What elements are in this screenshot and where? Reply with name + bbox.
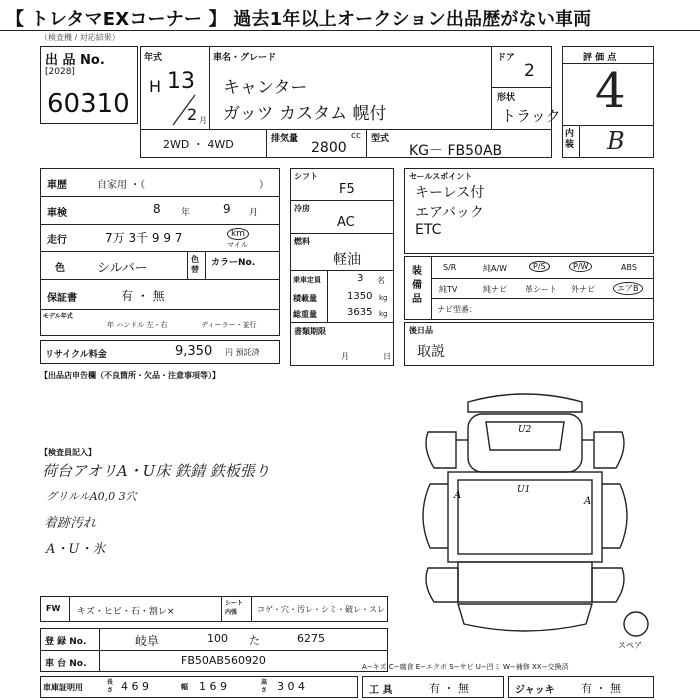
inspection-year: 8	[153, 202, 161, 216]
after-box	[404, 322, 654, 366]
equip-pw: P/W	[569, 261, 592, 272]
vehicle-box	[140, 46, 561, 159]
recycle-unit: 円 預託済	[225, 348, 260, 357]
year-number: 13	[167, 69, 195, 94]
history-box	[40, 168, 280, 336]
car-diagram	[400, 388, 650, 658]
gross-unit: kg	[379, 310, 388, 318]
registration-box	[40, 628, 388, 672]
damage-legend: A−キズ C−腐食 E−エクボ S−サビ U−凹ミ W−補修 XX−交換済	[362, 663, 569, 671]
equip-airbag: エアB	[613, 282, 643, 295]
chassis-number: FB50AB560920	[181, 654, 266, 667]
drive-type: 2WD ・ 4WD	[163, 138, 234, 151]
sales-point-2: エアバック	[415, 205, 484, 221]
capacity-label: 乗車定員	[293, 276, 321, 284]
inspection-label: 車検	[47, 208, 67, 219]
model-value: KG－ FB50AB	[409, 143, 503, 159]
equip-leather: 革シート	[525, 285, 557, 294]
interior-value: B	[607, 127, 625, 155]
year-month: 2	[187, 105, 198, 124]
inspector-line-4: A・U・氷	[46, 542, 106, 557]
mileage-value: 7万 3千 9 9 7	[105, 231, 183, 245]
model-label: 型式	[371, 134, 390, 144]
width-value: 1 6 9	[199, 680, 227, 693]
car-name: キャンター	[223, 78, 308, 98]
model-change-label: モデル年式	[43, 313, 73, 320]
inspector-line-3: 着跡汚れ	[44, 516, 97, 531]
model-change-mid: 年 ハンドル 左・右	[107, 321, 168, 329]
equip-ps: P/S	[529, 261, 550, 272]
seller-notes-label: 【出品店申告欄（不良箇所・欠品・注意事項等）】	[40, 371, 220, 380]
jack-label: ジャッキ	[515, 685, 555, 696]
equip-abs: ABS	[621, 263, 637, 272]
equipment-label: 装備品	[412, 266, 422, 305]
mileage-alt: マイル	[227, 241, 248, 249]
registration-region: 岐阜	[135, 634, 160, 648]
inspector-line-1: 荷台アオリA・U床 鉄錆 鉄板張り	[42, 462, 270, 480]
inspector-label: 【検査員記入】	[40, 448, 96, 457]
equip-sr: S/R	[443, 263, 457, 272]
year-era: H	[149, 77, 162, 96]
length-label: 長さ	[107, 679, 114, 694]
load-value: 1350	[347, 291, 373, 302]
equip-navi: 純ナビ	[483, 285, 507, 294]
after-value: 取説	[417, 344, 445, 360]
sales-point-1: キーレス付	[415, 185, 485, 201]
equip-tv: 純TV	[439, 285, 458, 294]
equipment-box	[404, 256, 654, 320]
cert-label: 車庫証明用	[43, 683, 83, 692]
equip-navi-model: ナビ型番：	[437, 305, 477, 314]
fw-label: FW	[46, 604, 61, 613]
sales-point-3: ETC	[415, 222, 442, 238]
fuel-label: 燃料	[294, 237, 310, 246]
fw-box	[40, 596, 388, 622]
top-note: （検査機 / 対応結果）	[40, 33, 120, 42]
diagram-mark-u1: U1	[517, 485, 531, 495]
sales-box	[404, 168, 654, 254]
shift-label: シフト	[294, 172, 318, 181]
lot-stamp: [2028]	[45, 67, 75, 77]
score-value: 4	[595, 63, 626, 119]
recycle-value: 9,350	[175, 344, 213, 359]
chassis-label: 車 台 No.	[45, 659, 87, 669]
history-label: 車歴	[47, 180, 67, 191]
recycle-label: リサイクル料金	[45, 350, 107, 360]
load-unit: kg	[379, 294, 388, 302]
interior-label: 内装	[565, 129, 575, 150]
lot-number: 60310	[47, 89, 130, 119]
garage-box	[40, 676, 358, 698]
color-label: 色	[55, 263, 65, 274]
equip-aw: 純A/W	[483, 264, 508, 273]
capacity-unit: 名	[377, 276, 385, 285]
gross-label: 総重量	[293, 310, 317, 319]
shape-label: 形状	[497, 93, 516, 103]
dealer-label: ディーラー・並行	[201, 321, 257, 329]
inspection-month: 9	[223, 202, 231, 216]
height-value: 3 0 4	[277, 680, 305, 693]
inspector-line-2: グリルルA0,0 3穴	[46, 490, 137, 503]
page-title: 【 トレタマEXコーナー 】 過去1年以上オークション出品歴がない車両	[6, 9, 592, 30]
displacement-label: 排気量	[271, 134, 299, 144]
displacement-unit: cc	[351, 131, 361, 141]
year-month-unit: 月	[199, 116, 207, 125]
shape-value: トラック	[501, 107, 561, 125]
history-value: 自家用 ・（	[97, 180, 146, 191]
ac-label: 冷房	[294, 204, 310, 213]
jack-value: 有 ・ 無	[581, 682, 621, 695]
inspection-year-unit: 年	[181, 208, 191, 218]
doors-label: ドア	[497, 53, 515, 63]
diagram-mark-a-right: A	[584, 496, 592, 507]
color-value: シルバー	[97, 261, 148, 276]
diagram-mark-u2: U2	[518, 425, 532, 435]
seat-label: シート内張	[225, 600, 244, 616]
fuel-value: 軽油	[333, 252, 361, 268]
docs-unit-month: 月	[341, 352, 349, 361]
equip-ext-navi: 外ナビ	[571, 285, 595, 294]
header-bar	[0, 0, 700, 31]
diagram-spare-label: スペア	[618, 641, 642, 650]
score-label: 評 価 点	[583, 53, 617, 63]
seat-items: コゲ・穴・汚レ・シミ・破レ・スレ	[257, 605, 385, 614]
doors-value: 2	[524, 61, 535, 81]
mileage-label: 走行	[47, 235, 67, 246]
registration-class: 100	[207, 632, 228, 645]
diagram-mark-a-left: A	[454, 490, 462, 501]
docs-unit-day: 日	[383, 352, 391, 361]
load-label: 積載量	[293, 294, 317, 303]
capacity-value: 3	[357, 273, 364, 284]
year-label: 年式	[144, 53, 163, 63]
length-value: 4 6 9	[121, 680, 149, 693]
ac-value: AC	[337, 215, 355, 230]
width-label: 幅	[181, 683, 188, 691]
tools-label: 工 具	[369, 685, 393, 696]
tools-value: 有 ・ 無	[429, 682, 469, 695]
mileage-unit: km	[227, 228, 249, 240]
warranty-value: 有 ・ 無	[121, 289, 165, 303]
displacement-value: 2800	[311, 140, 347, 156]
lot-box	[40, 46, 138, 124]
score-box	[562, 46, 654, 158]
colorno-label: カラーNo.	[211, 258, 256, 268]
gross-value: 3635	[347, 307, 373, 318]
docs-label: 書類期限	[294, 327, 326, 336]
inspection-month-unit: 月	[249, 208, 259, 218]
registration-label: 登 録 No.	[45, 637, 87, 647]
color-change-label: 色替	[191, 255, 199, 274]
jack-box	[508, 676, 654, 698]
recycle-box	[40, 340, 280, 364]
after-label: 後日品	[409, 326, 433, 335]
shift-value: F5	[339, 182, 355, 197]
mech-box	[290, 168, 394, 366]
history-close: ）	[259, 180, 269, 191]
lot-label: 出 品 No.	[45, 53, 105, 68]
car-name-label: 車名・グレード	[213, 53, 277, 63]
fw-items: キズ・ヒビ・石・割レ×	[77, 607, 175, 617]
registration-number: 6275	[297, 632, 325, 645]
car-grade: ガッツ カスタム 幌付	[223, 104, 387, 124]
sales-label: セールスポイント	[409, 172, 473, 181]
registration-kana: た	[249, 634, 260, 647]
height-label: 高さ	[261, 679, 268, 694]
tools-box	[362, 676, 504, 698]
warranty-label: 保証書	[47, 293, 77, 304]
